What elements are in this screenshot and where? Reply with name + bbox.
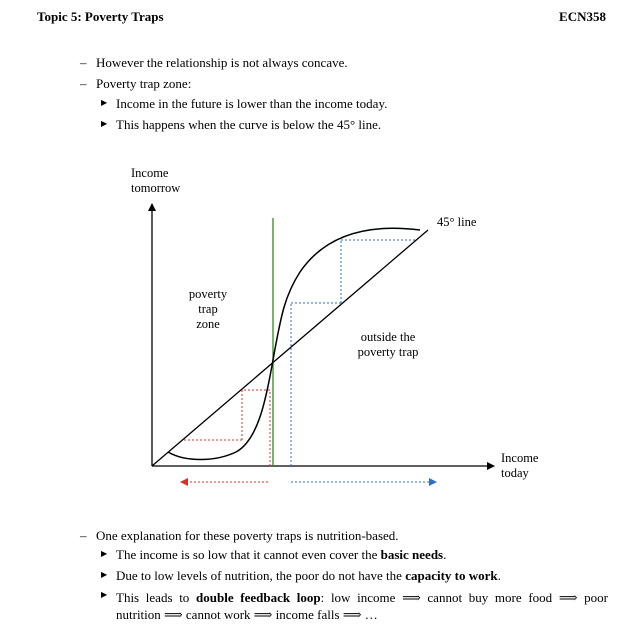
triangle-bullet-icon: ▶ bbox=[101, 119, 108, 128]
text-segment: This leads to bbox=[116, 590, 197, 605]
bullet-poverty-trap-zone: Poverty trap zone: bbox=[96, 76, 192, 91]
zone-right-label-1: outside the bbox=[360, 330, 416, 344]
zone-left-label-3: zone bbox=[196, 317, 220, 331]
x-axis-label-line2: today bbox=[501, 466, 529, 480]
y-axis-label-line2: tomorrow bbox=[131, 181, 181, 195]
sub-bullet-feedback-loop bbox=[116, 588, 608, 607]
text-segment: . bbox=[497, 568, 501, 583]
topic-title: Topic 5: Poverty Traps bbox=[37, 9, 164, 24]
sub-bullet-feedback-loop-line2: nutrition ⟹ cannot work ⟹ income falls ⟹ … bbox=[116, 607, 378, 622]
text-segment: The income is so low that it cannot even cover the bbox=[116, 547, 381, 562]
sub-bullet-income-lower: Income in the future is lower than the income today. bbox=[116, 96, 388, 111]
triangle-bullet-icon: ▶ bbox=[101, 570, 108, 579]
triangle-bullet-icon: ▶ bbox=[101, 98, 108, 107]
bullet-nutrition: One explanation for these poverty traps is nutrition-based. bbox=[96, 528, 399, 543]
bullet-concave: However the relationship is not always concave. bbox=[96, 55, 348, 70]
degree-symbol: ° bbox=[349, 117, 356, 132]
dash-bullet: – bbox=[80, 55, 87, 70]
y-axis-label-line1: Income bbox=[131, 166, 169, 180]
zone-right-label-2: poverty trap bbox=[357, 345, 419, 359]
bold-segment: capacity to work bbox=[405, 568, 498, 583]
bold-segment: double feedback loop bbox=[196, 590, 321, 605]
dash-bullet: – bbox=[80, 528, 87, 543]
text-segment: Due to low levels of nutrition, the poor do not have the bbox=[116, 568, 406, 583]
x-axis-label-line1: Income bbox=[501, 451, 539, 465]
dash-bullet: – bbox=[80, 76, 87, 91]
zone-left-label-1: poverty bbox=[188, 287, 228, 301]
forty-five-line-label: 45° line bbox=[437, 215, 477, 229]
triangle-bullet-icon: ▶ bbox=[101, 549, 108, 558]
bold-segment: basic needs bbox=[380, 547, 444, 562]
course-code: ECN358 bbox=[559, 9, 606, 24]
sub-bullet-end: line. bbox=[355, 117, 382, 132]
sub-bullet-text: This happens when the curve is below the 45 bbox=[116, 117, 350, 132]
triangle-bullet-icon: ▶ bbox=[101, 590, 108, 599]
sub-bullet-capacity bbox=[116, 568, 501, 584]
text-segment: . bbox=[443, 547, 447, 562]
zone-left-label-2: trap bbox=[198, 302, 218, 316]
text-segment: : low income ⟹ cannot buy more food ⟹ poor bbox=[320, 590, 609, 605]
sub-bullet-basic-needs bbox=[116, 547, 446, 563]
